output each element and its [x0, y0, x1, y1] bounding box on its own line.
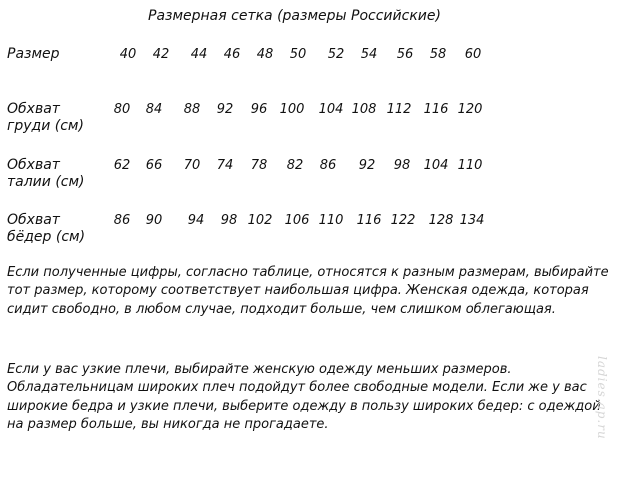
waist-cell: 86	[319, 158, 337, 173]
size-cell: 44	[190, 47, 208, 62]
hips-label-line1: Обхват	[7, 212, 60, 228]
hips-cell: 98	[220, 213, 238, 228]
chest-cell: 96	[250, 102, 268, 117]
size-cell: 60	[464, 47, 482, 62]
hips-cell: 110	[318, 213, 344, 228]
size-cell: 54	[360, 47, 378, 62]
waist-cell: 66	[145, 158, 163, 173]
chest-cell: 112	[386, 102, 412, 117]
hips-row-label	[7, 212, 85, 246]
size-cell: 52	[327, 47, 345, 62]
hips-cell: 86	[113, 213, 131, 228]
hips-cell: 122	[390, 213, 416, 228]
waist-cell: 104	[423, 158, 449, 173]
waist-cell: 98	[393, 158, 411, 173]
hips-cell: 102	[247, 213, 273, 228]
chest-cell: 116	[423, 102, 449, 117]
page-title: Размерная сетка (размеры Российские)	[148, 8, 441, 24]
waist-cell: 110	[457, 158, 483, 173]
chest-cell: 80	[113, 102, 131, 117]
chest-cell: 104	[318, 102, 344, 117]
advice-paragraph-1: Если полученные цифры, согласно таблице, относятся к разным размерам, выбирайте тот размер, которому соответствует наибольшая цифра. Женская одежда, которая сидит свободно, в любом случае, подходит больше, чем слишком облегающая.	[7, 265, 609, 317]
chest-row-label	[7, 101, 84, 135]
size-cell: 58	[429, 47, 447, 62]
waist-label-line2: талии (см)	[7, 174, 85, 190]
size-cell: 56	[396, 47, 414, 62]
hips-cell: 116	[356, 213, 382, 228]
waist-cell: 82	[286, 158, 304, 173]
chest-cell: 100	[279, 102, 305, 117]
waist-cell: 92	[358, 158, 376, 173]
waist-row-label	[7, 157, 85, 191]
waist-cell: 62	[113, 158, 131, 173]
hips-cell: 94	[187, 213, 205, 228]
hips-cell: 90	[145, 213, 163, 228]
watermark: ladies.ap.ru	[595, 356, 609, 440]
chest-cell: 92	[216, 102, 234, 117]
size-cell: 40	[119, 47, 137, 62]
size-cell: 46	[223, 47, 241, 62]
waist-label-line1: Обхват	[7, 157, 60, 173]
hips-cell: 134	[459, 213, 485, 228]
size-cell: 42	[152, 47, 170, 62]
chest-cell: 88	[183, 102, 201, 117]
chest-label-line1: Обхват	[7, 101, 60, 117]
size-row-label: Размер	[7, 46, 60, 62]
waist-cell: 74	[216, 158, 234, 173]
hips-label-line2: бёдер (см)	[7, 229, 86, 245]
chest-cell: 120	[457, 102, 483, 117]
advice-paragraph-2: Если у вас узкие плечи, выбирайте женскую одежду меньших размеров. Обладательницам широких плеч подойдут более свободные модели. Если же у вас широкие бедра и узкие плечи, выберите одежду в пользу широких бедер: с одеждой на размер больше, вы никогда не прогадаете.	[7, 362, 601, 432]
size-cell: 48	[256, 47, 274, 62]
chest-cell: 84	[145, 102, 163, 117]
waist-cell: 78	[250, 158, 268, 173]
hips-cell: 128	[428, 213, 454, 228]
hips-cell: 106	[284, 213, 310, 228]
size-cell: 50	[289, 47, 307, 62]
chest-label-line2: груди (см)	[7, 118, 84, 134]
waist-cell: 70	[183, 158, 201, 173]
chest-cell: 108	[351, 102, 377, 117]
